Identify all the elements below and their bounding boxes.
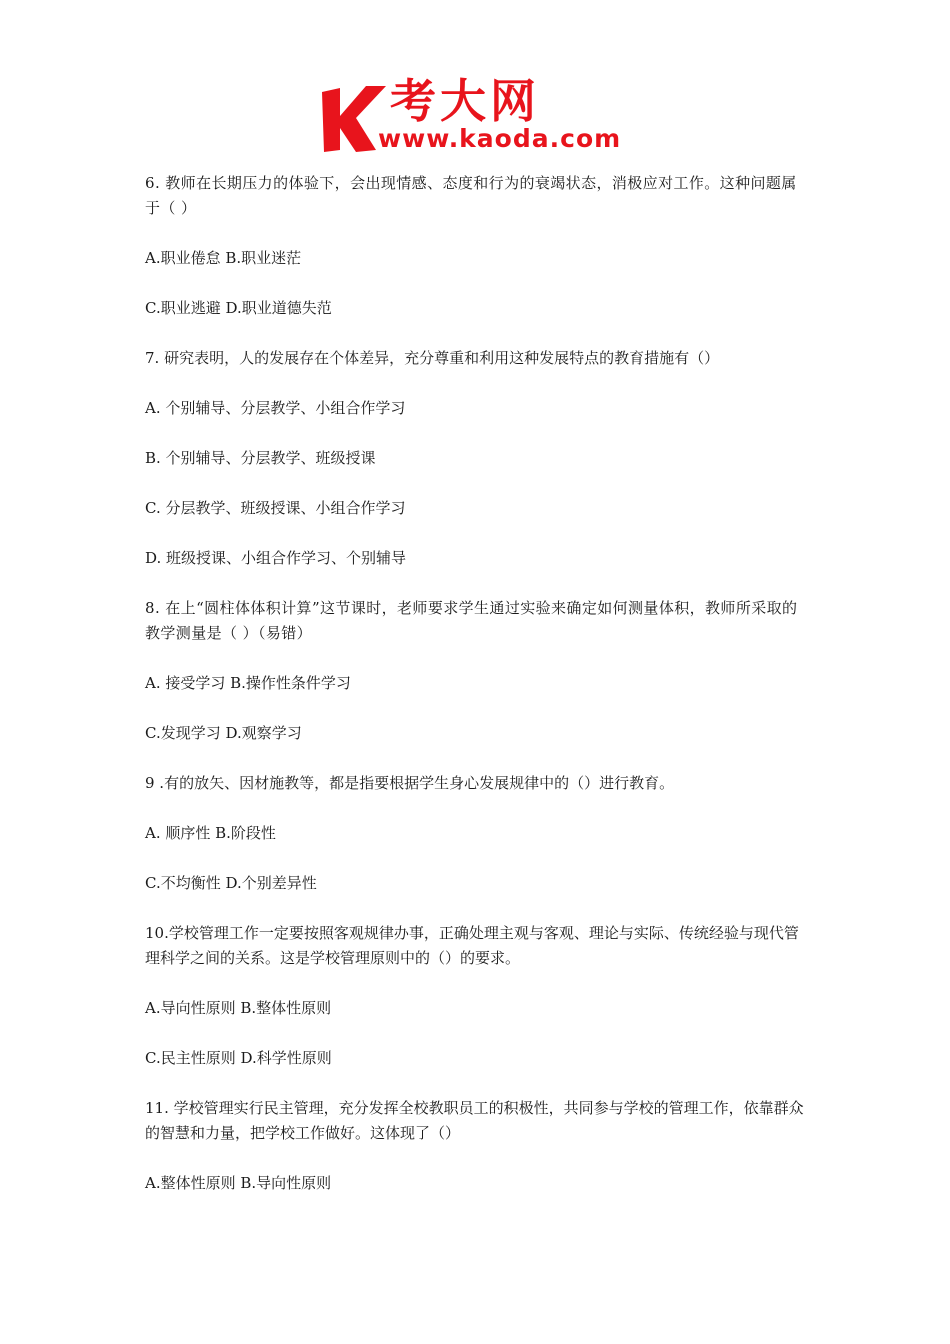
question-option: D. 班级授课、小组合作学习、个别辅导: [145, 549, 407, 567]
question-option: C.不均衡性 D.个别差异性: [145, 874, 317, 892]
question-stem: 9 .有的放矢、因材施教等，都是指要根据学生身心发展规律中的（）进行教育。: [145, 774, 675, 792]
question-stem: 8. 在上“圆柱体体积计算”这节课时，老师要求学生通过实验来确定如何测量体积，教师所采取的教学测量是（ ）（易错）: [145, 599, 798, 642]
kaoda-logo: [318, 74, 648, 158]
question-option: C.发现学习 D.观察学习: [145, 724, 302, 742]
question-option: A.职业倦怠 B.职业迷茫: [145, 249, 302, 267]
question-option: C.职业逃避 D.职业道德失范: [145, 299, 332, 317]
question-option: A.导向性原则 B.整体性原则: [145, 999, 332, 1017]
question-stem: 7. 研究表明，人的发展存在个体差异，充分尊重和利用这种发展特点的教育措施有（）: [145, 349, 720, 367]
question-option: C.民主性原则 D.科学性原则: [145, 1049, 332, 1067]
logo-url-text: www.kaoda.com: [378, 124, 622, 153]
logo-brand-text: 考大网: [390, 74, 540, 128]
question-option: C. 分层教学、班级授课、小组合作学习: [145, 499, 406, 517]
question-option: A. 接受学习 B.操作性条件学习: [145, 674, 351, 692]
question-option: A. 个别辅导、分层教学、小组合作学习: [145, 399, 406, 417]
question-stem: 10.学校管理工作一定要按照客观规律办事，正确处理主观与客观、理论与实际、传统经验与现代管理科学之间的关系。这是学校管理原则中的（）的要求。: [145, 924, 799, 967]
question-list: [145, 171, 810, 1221]
question-option: A. 顺序性 B.阶段性: [145, 824, 276, 842]
question-option: A.整体性原则 B.导向性原则: [145, 1174, 332, 1192]
question-stem: 11. 学校管理实行民主管理，充分发挥全校教职员工的积极性，共同参与学校的管理工作，依靠群众的智慧和力量，把学校工作做好。这体现了（）: [145, 1099, 804, 1142]
question-stem: 6. 教师在长期压力的体验下，会出现情感、态度和行为的衰竭状态，消极应对工作。这种问题属于（ ）: [145, 174, 797, 217]
question-option: B. 个别辅导、分层教学、班级授课: [145, 449, 376, 467]
